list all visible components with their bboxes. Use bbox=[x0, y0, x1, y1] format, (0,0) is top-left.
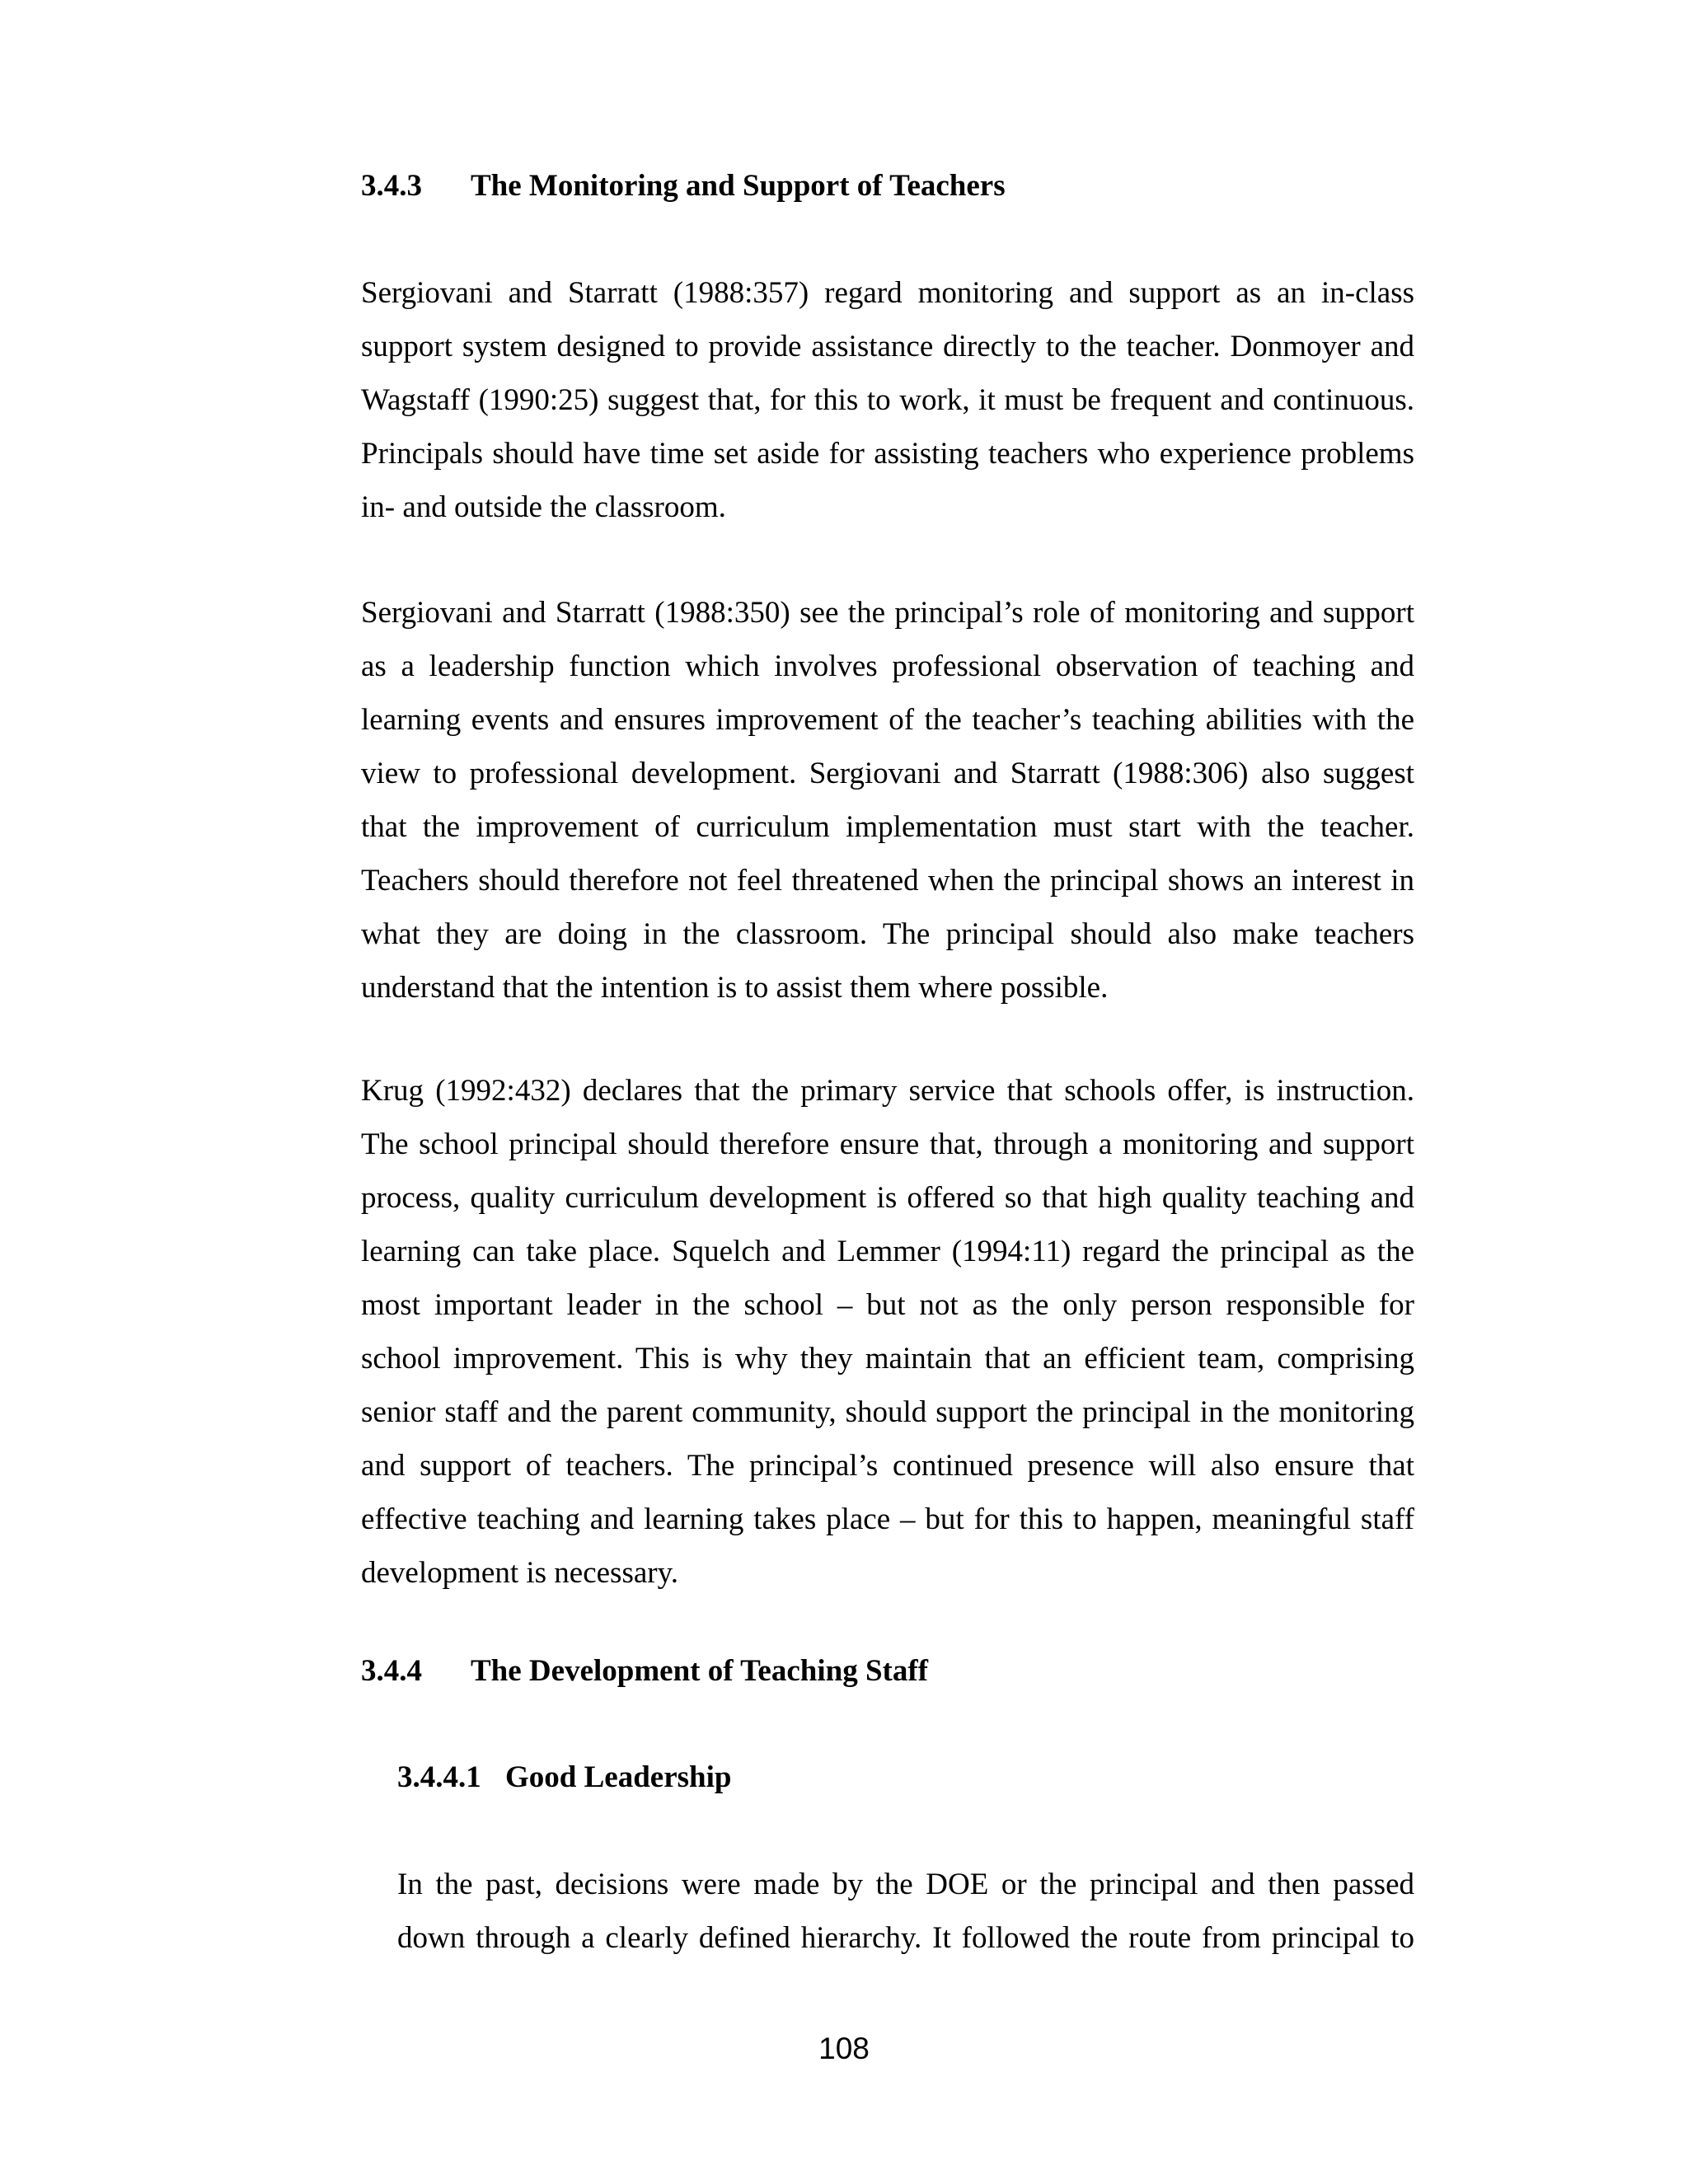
paragraph-1 bbox=[361, 266, 1414, 534]
text-line: Sergiovani and Starratt (1988:357) regard monitoring and support as an in-class bbox=[361, 276, 1414, 310]
section-number: 3.4.4 bbox=[361, 1654, 422, 1688]
text-line: view to professional development. Sergiovani and Starratt (1988:306) also suggest bbox=[361, 757, 1414, 790]
text-line: In the past, decisions were made by the DOE or the principal and then passed bbox=[397, 1868, 1414, 1901]
section-heading-3-4-4 bbox=[361, 1654, 928, 1688]
text-line: understand that the intention is to assist them where possible. bbox=[361, 971, 1109, 1005]
text-line: down through a clearly defined hierarchy. It followed the route from principal to bbox=[397, 1921, 1414, 1955]
section-title: The Monitoring and Support of Teachers bbox=[471, 169, 1006, 203]
text-line: support system designed to provide assistance directly to the teacher. Donmoyer and bbox=[361, 330, 1414, 363]
text-line: Principals should have time set aside for assisting teachers who experience problems bbox=[361, 437, 1414, 471]
text-line: development is necessary. bbox=[361, 1556, 678, 1590]
text-line: and support of teachers. The principal’s continued presence will also ensure that bbox=[361, 1449, 1414, 1483]
text-line: Teachers should therefore not feel threatened when the principal shows an interest in bbox=[361, 864, 1414, 898]
text-line: that the improvement of curriculum implementation must start with the teacher. bbox=[361, 810, 1414, 844]
text-line: Krug (1992:432) declares that the primary service that schools offer, is instruction. bbox=[361, 1074, 1414, 1108]
text-line: learning can take place. Squelch and Lemmer (1994:11) regard the principal as the bbox=[361, 1235, 1414, 1268]
section-number: 3.4.3 bbox=[361, 169, 422, 203]
text-line: effective teaching and learning takes place – but for this to happen, meaningful staff bbox=[361, 1502, 1414, 1536]
text-line: learning events and ensures improvement of the teacher’s teaching abilities with the bbox=[361, 703, 1414, 737]
page-number: 108 bbox=[818, 2032, 870, 2065]
text-line: what they are doing in the classroom. The principal should also make teachers bbox=[361, 917, 1414, 951]
section-number: 3.4.4.1 bbox=[397, 1760, 481, 1794]
section-title: The Development of Teaching Staff bbox=[471, 1654, 928, 1688]
section-title: Good Leadership bbox=[505, 1760, 732, 1794]
text-line: as a leadership function which involves professional observation of teaching and bbox=[361, 649, 1414, 683]
subsection-heading-3-4-4-1 bbox=[397, 1760, 732, 1794]
text-line: Wagstaff (1990:25) suggest that, for this to work, it must be frequent and continuous. bbox=[361, 383, 1414, 417]
paragraph-4 bbox=[397, 1858, 1414, 1965]
text-line: most important leader in the school – but not as the only person responsible for bbox=[361, 1288, 1414, 1322]
text-line: school improvement. This is why they maintain that an efficient team, comprising bbox=[361, 1342, 1414, 1376]
text-line: Sergiovani and Starratt (1988:350) see the principal’s role of monitoring and support bbox=[361, 596, 1414, 630]
text-line: senior staff and the parent community, should support the principal in the monitoring bbox=[361, 1395, 1414, 1429]
section-heading-3-4-3 bbox=[361, 169, 1006, 203]
text-line: process, quality curriculum development is offered so that high quality teaching and bbox=[361, 1181, 1414, 1215]
paragraph-2 bbox=[361, 586, 1414, 1015]
text-line: in- and outside the classroom. bbox=[361, 490, 726, 524]
text-line: The school principal should therefore ensure that, through a monitoring and support bbox=[361, 1127, 1414, 1161]
paragraph-3 bbox=[361, 1064, 1414, 1600]
